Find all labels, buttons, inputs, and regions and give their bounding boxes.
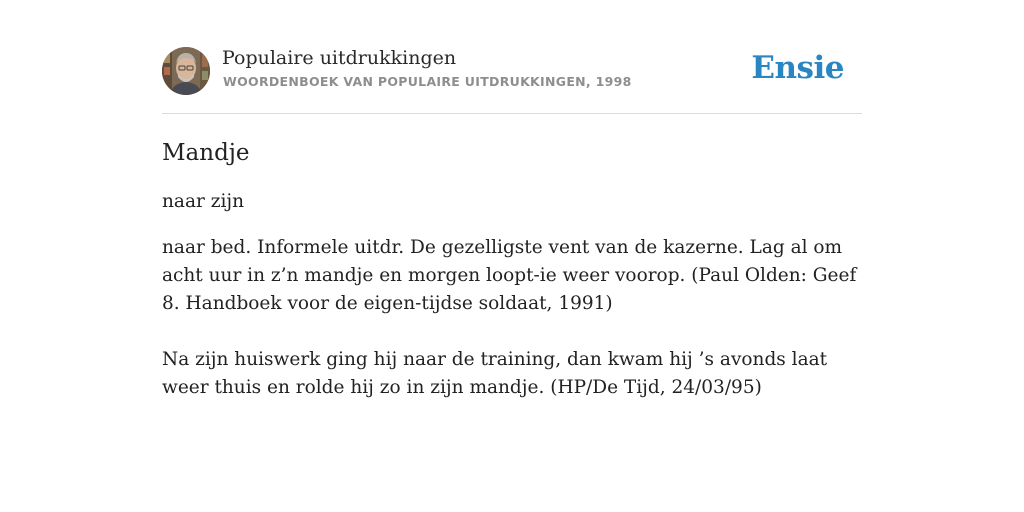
brand-logo[interactable]: Ensie <box>751 50 844 86</box>
definition-body <box>162 234 862 402</box>
source-title[interactable]: Populaire uitdrukkingen <box>222 47 457 69</box>
entry-title: Mandje <box>162 140 250 166</box>
definition-paragraph: naar bed. Informele uitdr. De gezelligste vent van de kazerne. Lag al om acht uur in z’n mandje en morgen loopt-ie weer voorop. (Paul Olden: Geef 8. Handboek voor de eigen-tijdse soldaat, 1991) <box>162 237 857 314</box>
source-subtitle: WOORDENBOEK VAN POPULAIRE UITDRUKKINGEN, 1998 <box>223 74 632 89</box>
entry-subtitle: naar zijn <box>162 191 245 212</box>
source-header <box>162 46 862 114</box>
author-portrait-icon <box>162 47 210 95</box>
definition-paragraph: Na zijn huiswerk ging hij naar de training, dan kwam hij ’s avonds laat weer thuis en rolde hij zo in zijn mandje. (HP/De Tijd, 24/03/95) <box>162 349 828 398</box>
entry-card <box>162 46 862 402</box>
avatar[interactable] <box>162 47 210 95</box>
